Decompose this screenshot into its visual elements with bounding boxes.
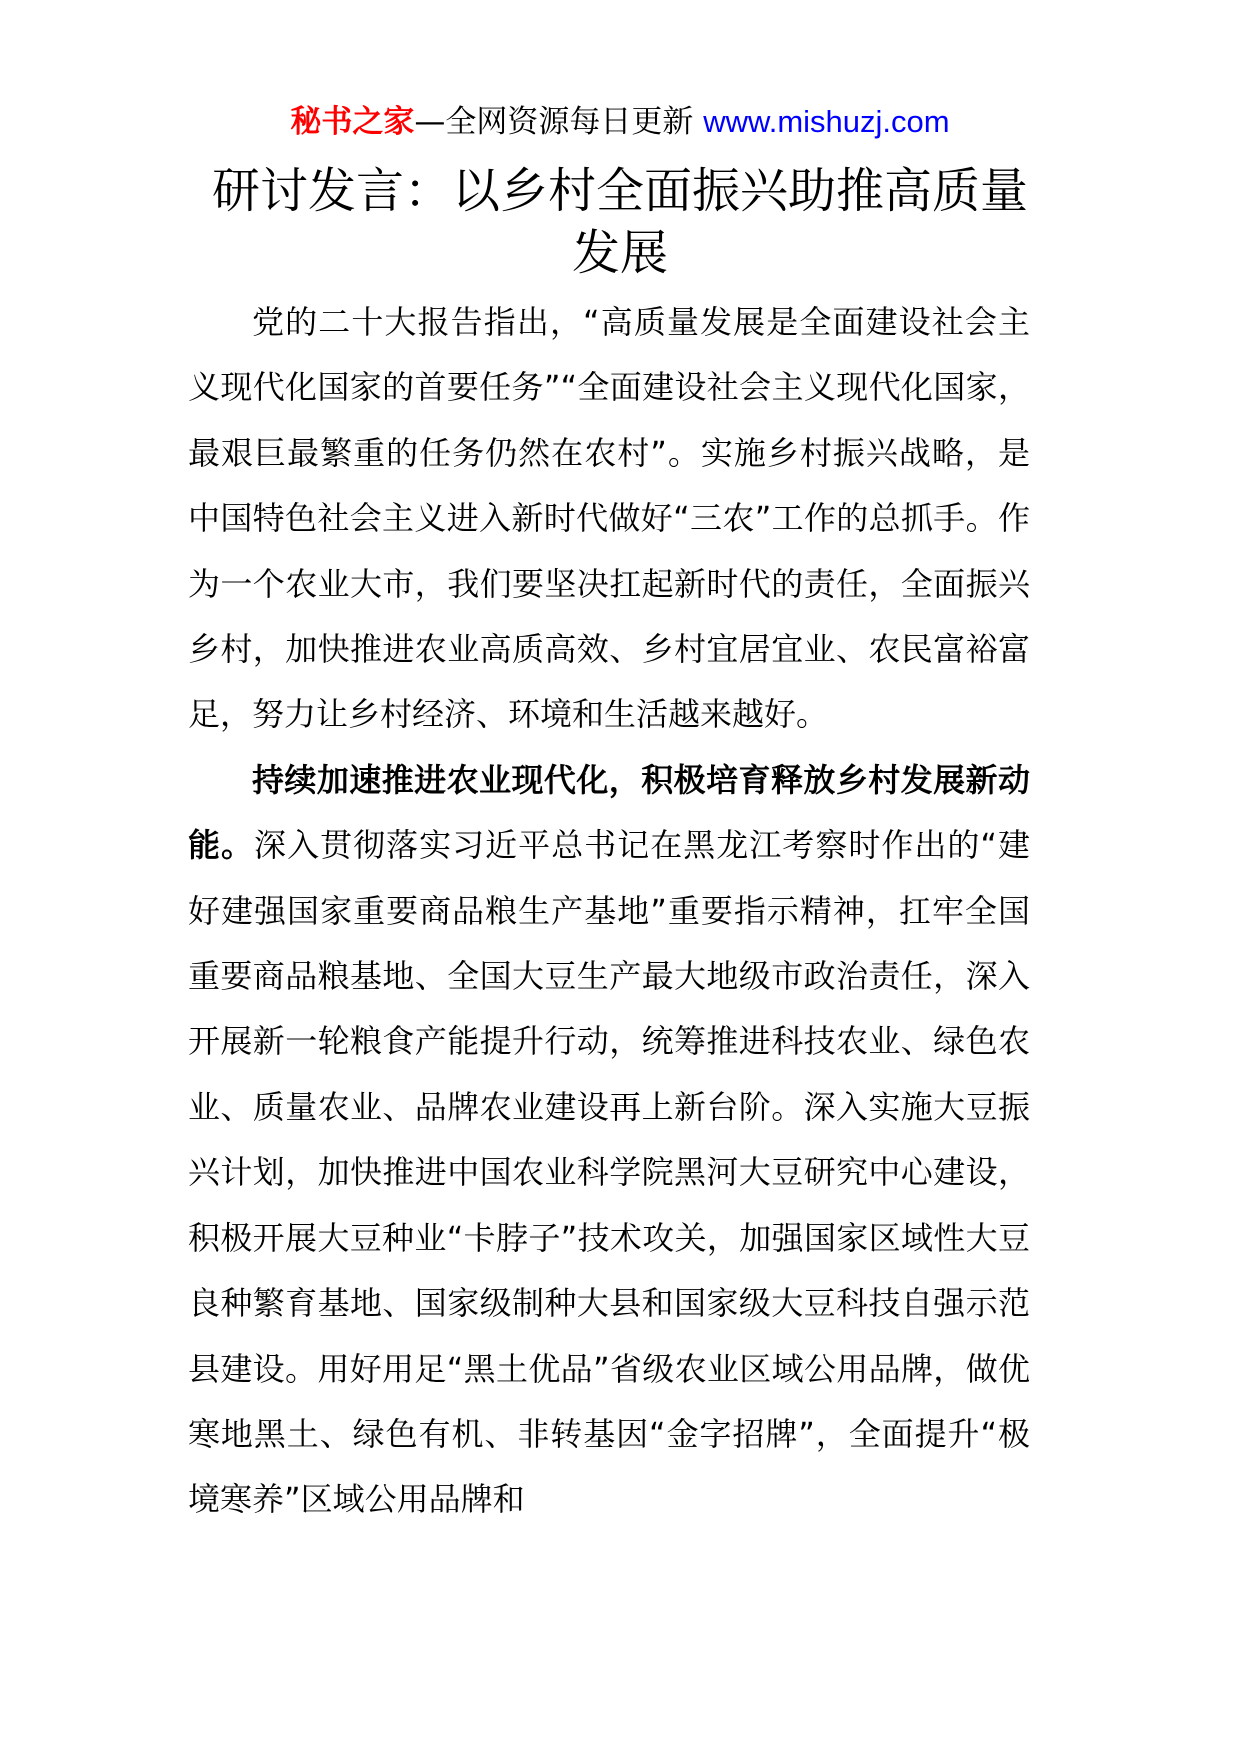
document-body bbox=[188, 290, 1030, 1533]
document-title: 研讨发言：以乡村全面振兴助推高质量发展 bbox=[211, 163, 1028, 281]
site-header bbox=[0, 100, 1240, 144]
site-tagline: —全网资源每日更新 bbox=[414, 104, 704, 140]
paragraph-agri-modernization bbox=[188, 748, 1030, 1533]
paragraph-agri-modernization-text: 深入贯彻落实习近平总书记在黑龙江考察时作出的“建好建强国家重要商品粮生产基地”重要指示精神，扛牢全国重要商品粮基地、全国大豆生产最大地级市政治责任，深入开展新一轮粮食产能提升行动，统筹推进科技农业、绿色农业、质量农业、品牌农业建设再上新台阶。深入实施大豆振兴计划，加快推进中国农业科学院黑河大豆研究中心建设，积极开展大豆种业“卡脖子”技术攻关，加强国家区域性大豆良种繁育基地、国家级制种大县和国家级大豆科技自强示范县建设。用好用足“黑土优品”省级农业区域公用品牌，做优寒地黑土、绿色有机、非转基因“金字招牌”，全面提升“极境寒养”区域公用品牌和 bbox=[188, 826, 1030, 1519]
paragraph-lead-heading: 持续加速推进农业现代化，积极培育释放乡村发展新动能。 bbox=[188, 760, 1030, 865]
site-url-link[interactable]: www.mishuzj.com bbox=[703, 104, 950, 139]
site-name: 秘书之家 bbox=[290, 104, 415, 140]
paragraph-intro bbox=[188, 290, 1030, 748]
paragraph-intro-text: 党的二十大报告指出，“高质量发展是全面建设社会主义现代化国家的首要任务”“全面建设社会主义现代化国家，最艰巨最繁重的任务仍然在农村”。实施乡村振兴战略，是中国特色社会主义进入新时代做好“三农”工作的总抓手。作为一个农业大市，我们要坚决扛起新时代的责任，全面振兴乡村，加快推进农业高质高效、乡村宜居宜业、农民富裕富足，努力让乡村经济、环境和生活越来越好。 bbox=[188, 303, 1030, 734]
